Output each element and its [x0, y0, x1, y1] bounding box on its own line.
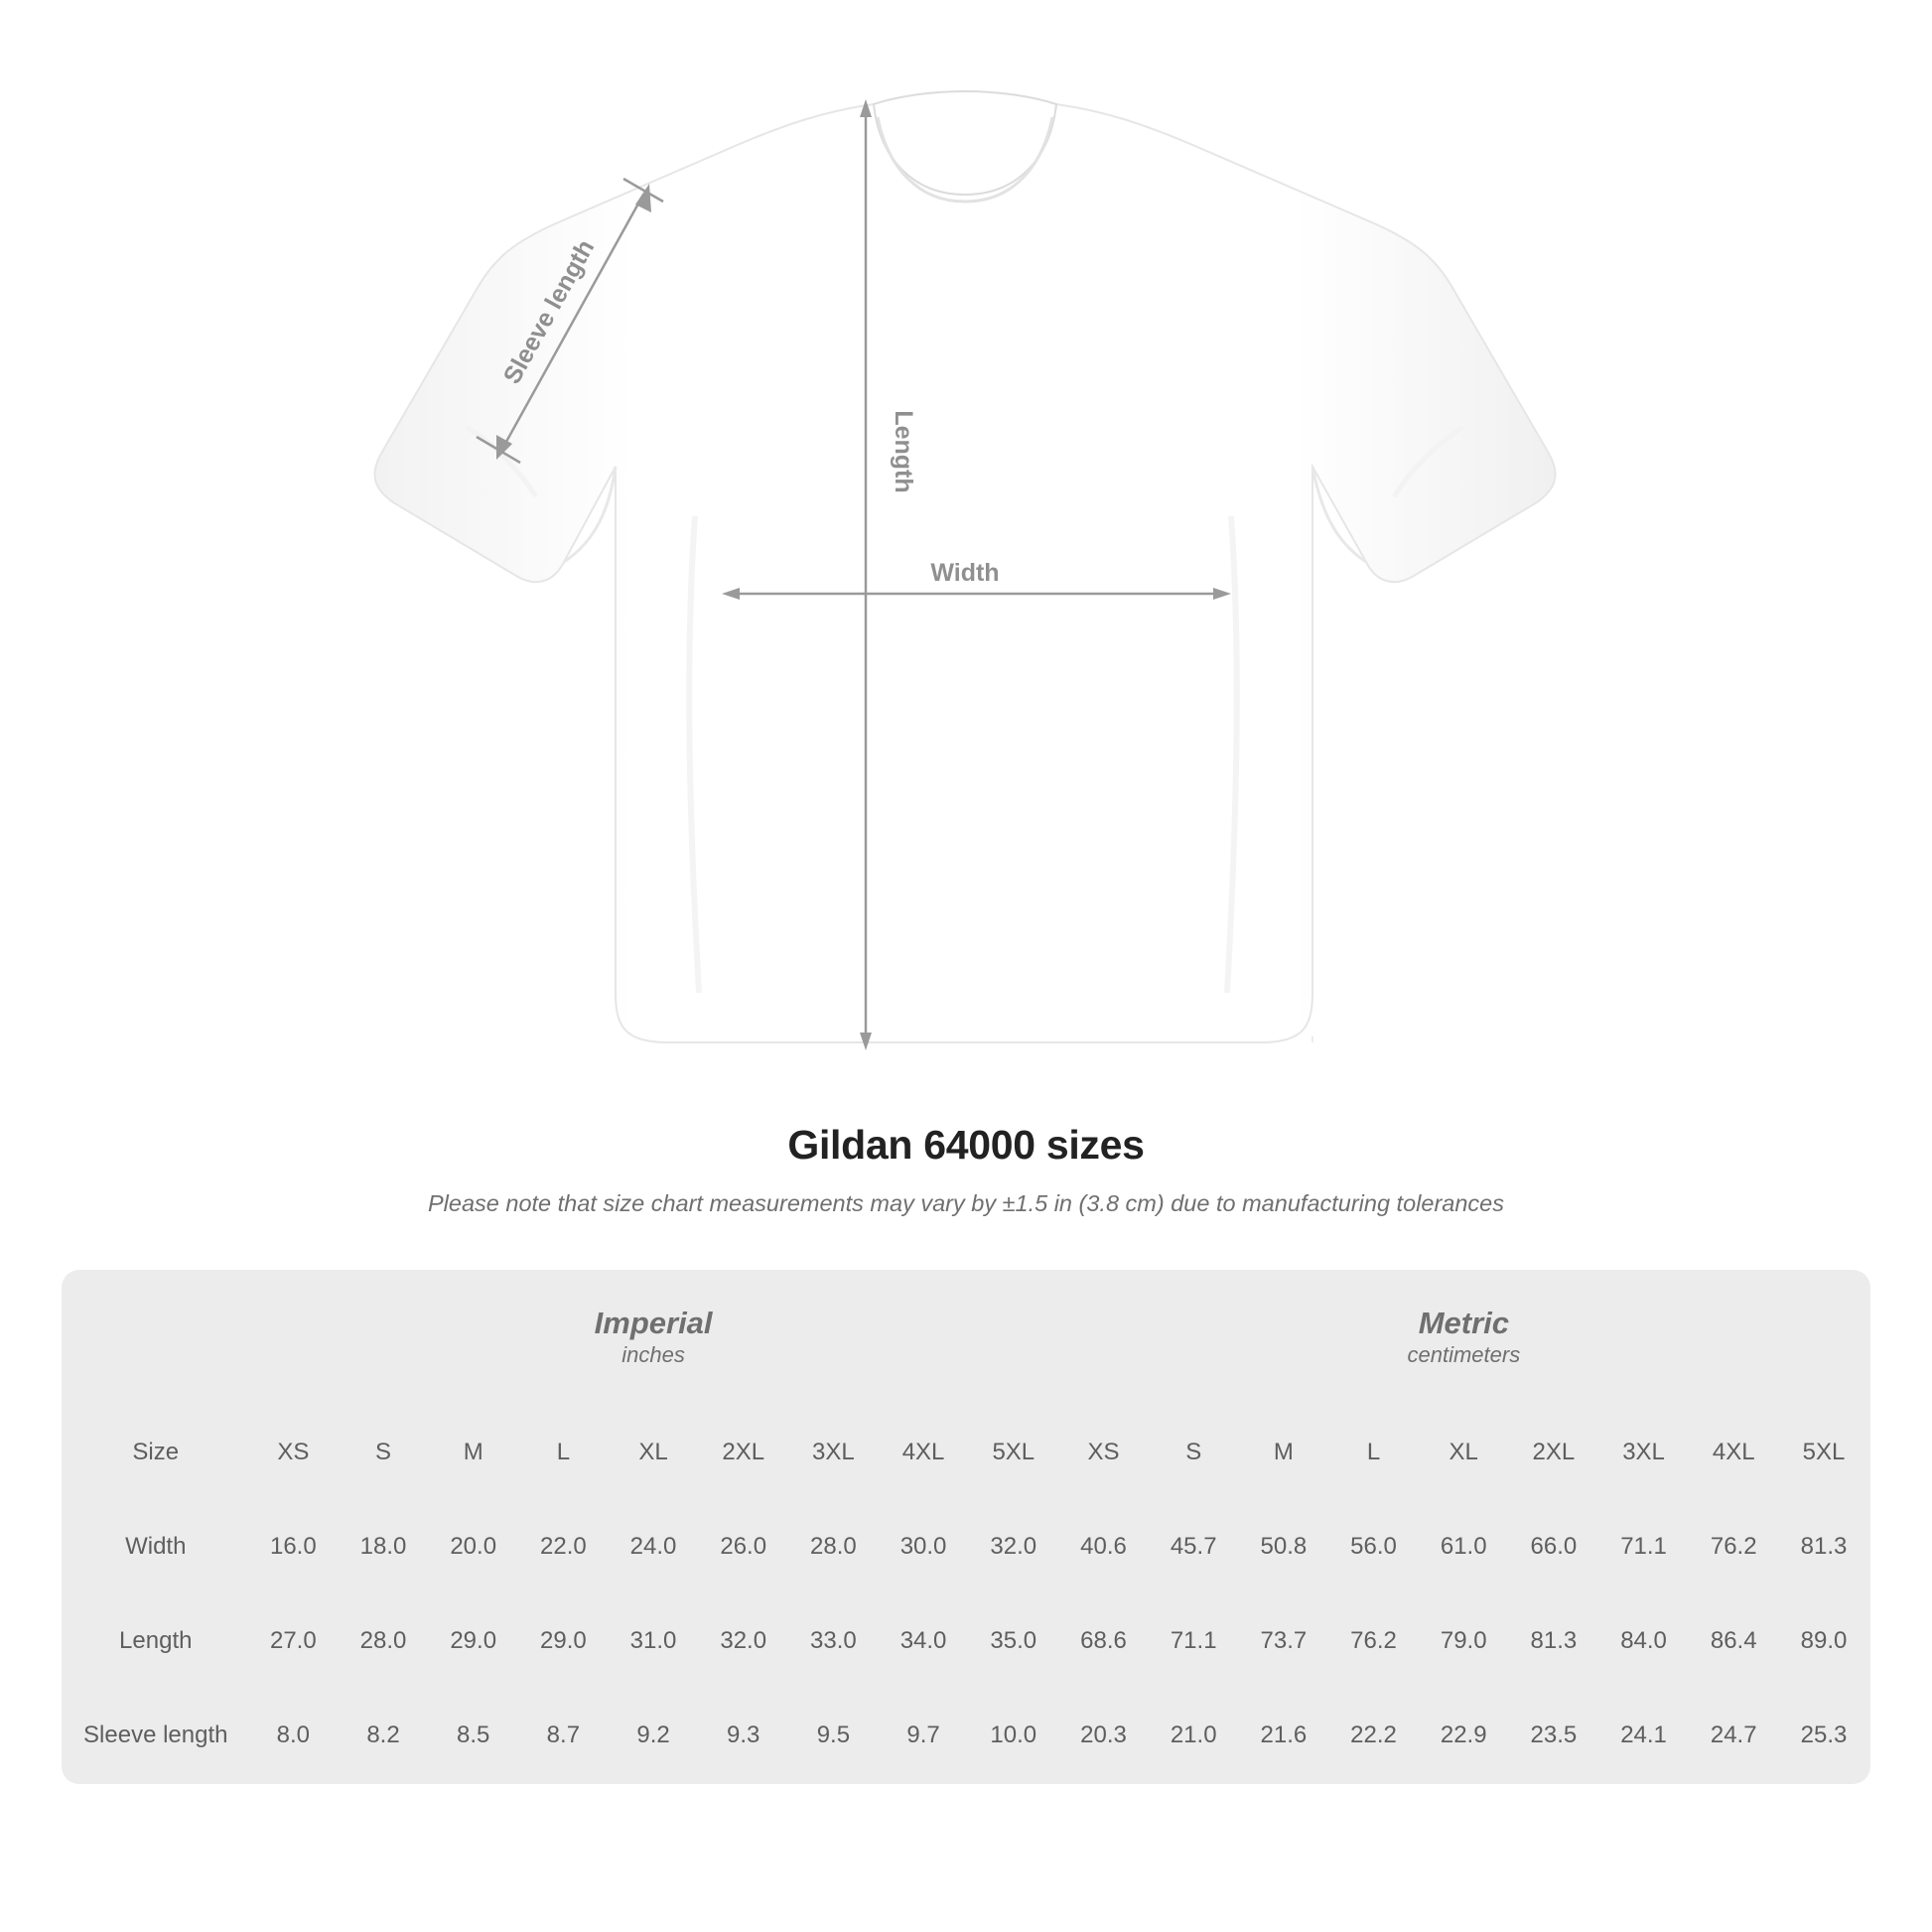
size-header-cell: M	[1240, 1407, 1327, 1498]
size-table-wrapper	[62, 1270, 1870, 1784]
label-width: Width	[930, 559, 1000, 587]
table-cell: 34.0	[880, 1595, 967, 1687]
table-cell: 76.2	[1330, 1595, 1418, 1687]
table-row	[65, 1690, 1867, 1781]
table-cell: 30.0	[880, 1501, 967, 1592]
table-cell: 86.4	[1690, 1595, 1777, 1687]
page-title: Gildan 64000 sizes	[787, 1122, 1145, 1168]
size-header-cell: 3XL	[1600, 1407, 1688, 1498]
unit-group-metric	[1060, 1273, 1867, 1404]
row-label: Sleeve length	[65, 1690, 247, 1781]
table-cell: 29.0	[520, 1595, 608, 1687]
table-cell: 73.7	[1240, 1595, 1327, 1687]
size-header-cell: 5XL	[970, 1407, 1057, 1498]
table-cell: 33.0	[790, 1595, 878, 1687]
unit-group-imperial	[250, 1273, 1057, 1404]
table-cell: 22.0	[520, 1501, 608, 1592]
size-header-cell: XS	[1060, 1407, 1148, 1498]
table-cell: 22.2	[1330, 1690, 1418, 1781]
tolerance-note: Please note that size chart measurements may vary by ±1.5 in (3.8 cm) due to manufacturing tolerances	[428, 1190, 1504, 1216]
label-length: Length	[890, 410, 917, 493]
table-cell: 25.3	[1780, 1690, 1867, 1781]
table-cell: 9.2	[610, 1690, 697, 1781]
size-header-cell: 4XL	[1690, 1407, 1777, 1498]
table-cell: 9.3	[700, 1690, 787, 1781]
size-header-cell: 3XL	[790, 1407, 878, 1498]
table-cell: 71.1	[1600, 1501, 1688, 1592]
size-table-shell	[62, 1270, 1870, 1784]
table-cell: 45.7	[1150, 1501, 1237, 1592]
table-cell: 81.3	[1780, 1501, 1867, 1592]
chart-heading	[0, 1122, 1932, 1217]
table-cell: 18.0	[340, 1501, 427, 1592]
table-cell: 29.0	[430, 1595, 517, 1687]
table-cell: 56.0	[1330, 1501, 1418, 1592]
table-cell: 84.0	[1600, 1595, 1688, 1687]
row-label: Width	[65, 1501, 247, 1592]
size-header-label: Size	[65, 1407, 247, 1498]
table-cell: 9.7	[880, 1690, 967, 1781]
table-cell: 24.7	[1690, 1690, 1777, 1781]
table-cell: 81.3	[1510, 1595, 1597, 1687]
table-cell: 32.0	[700, 1595, 787, 1687]
label-sleeve-length: Sleeve length	[497, 234, 601, 389]
size-header-cell: S	[1150, 1407, 1237, 1498]
table-cell: 10.0	[970, 1690, 1057, 1781]
table-cell: 16.0	[250, 1501, 338, 1592]
table-cell: 50.8	[1240, 1501, 1327, 1592]
size-table	[62, 1270, 1870, 1784]
table-cell: 76.2	[1690, 1501, 1777, 1592]
table-cell: 27.0	[250, 1595, 338, 1687]
table-cell: 35.0	[970, 1595, 1057, 1687]
table-cell: 21.0	[1150, 1690, 1237, 1781]
table-cell: 28.0	[340, 1595, 427, 1687]
table-cell: 21.6	[1240, 1690, 1327, 1781]
size-header-cell: 5XL	[1780, 1407, 1867, 1498]
table-cell: 79.0	[1420, 1595, 1507, 1687]
table-cell: 8.2	[340, 1690, 427, 1781]
table-cell: 8.7	[520, 1690, 608, 1781]
size-header-row	[65, 1407, 1867, 1498]
table-row	[65, 1501, 1867, 1592]
table-row	[65, 1595, 1867, 1687]
table-corner	[65, 1273, 247, 1404]
table-cell: 66.0	[1510, 1501, 1597, 1592]
table-cell: 22.9	[1420, 1690, 1507, 1781]
table-cell: 20.0	[430, 1501, 517, 1592]
table-cell: 26.0	[700, 1501, 787, 1592]
unit-unit-label: inches	[621, 1342, 685, 1368]
table-cell: 8.5	[430, 1690, 517, 1781]
table-cell: 20.3	[1060, 1690, 1148, 1781]
size-header-cell: 4XL	[880, 1407, 967, 1498]
table-cell: 8.0	[250, 1690, 338, 1781]
unit-system-label: Imperial	[594, 1305, 713, 1340]
table-cell: 61.0	[1420, 1501, 1507, 1592]
table-cell: 68.6	[1060, 1595, 1148, 1687]
size-header-cell: L	[520, 1407, 608, 1498]
size-header-cell: XS	[250, 1407, 338, 1498]
size-header-cell: XL	[610, 1407, 697, 1498]
size-header-cell: L	[1330, 1407, 1418, 1498]
table-cell: 71.1	[1150, 1595, 1237, 1687]
table-cell: 89.0	[1780, 1595, 1867, 1687]
row-label: Length	[65, 1595, 247, 1687]
unit-system-label: Metric	[1418, 1305, 1509, 1340]
unit-header-row	[65, 1273, 1867, 1404]
table-cell: 28.0	[790, 1501, 878, 1592]
size-header-cell: 2XL	[700, 1407, 787, 1498]
table-cell: 40.6	[1060, 1501, 1148, 1592]
table-cell: 23.5	[1510, 1690, 1597, 1781]
table-cell: 31.0	[610, 1595, 697, 1687]
table-cell: 24.1	[1600, 1690, 1688, 1781]
size-header-cell: 2XL	[1510, 1407, 1597, 1498]
size-header-cell: M	[430, 1407, 517, 1498]
table-cell: 24.0	[610, 1501, 697, 1592]
unit-unit-label: centimeters	[1407, 1342, 1521, 1368]
table-cell: 9.5	[790, 1690, 878, 1781]
size-header-cell: XL	[1420, 1407, 1507, 1498]
table-cell: 32.0	[970, 1501, 1057, 1592]
size-header-cell: S	[340, 1407, 427, 1498]
